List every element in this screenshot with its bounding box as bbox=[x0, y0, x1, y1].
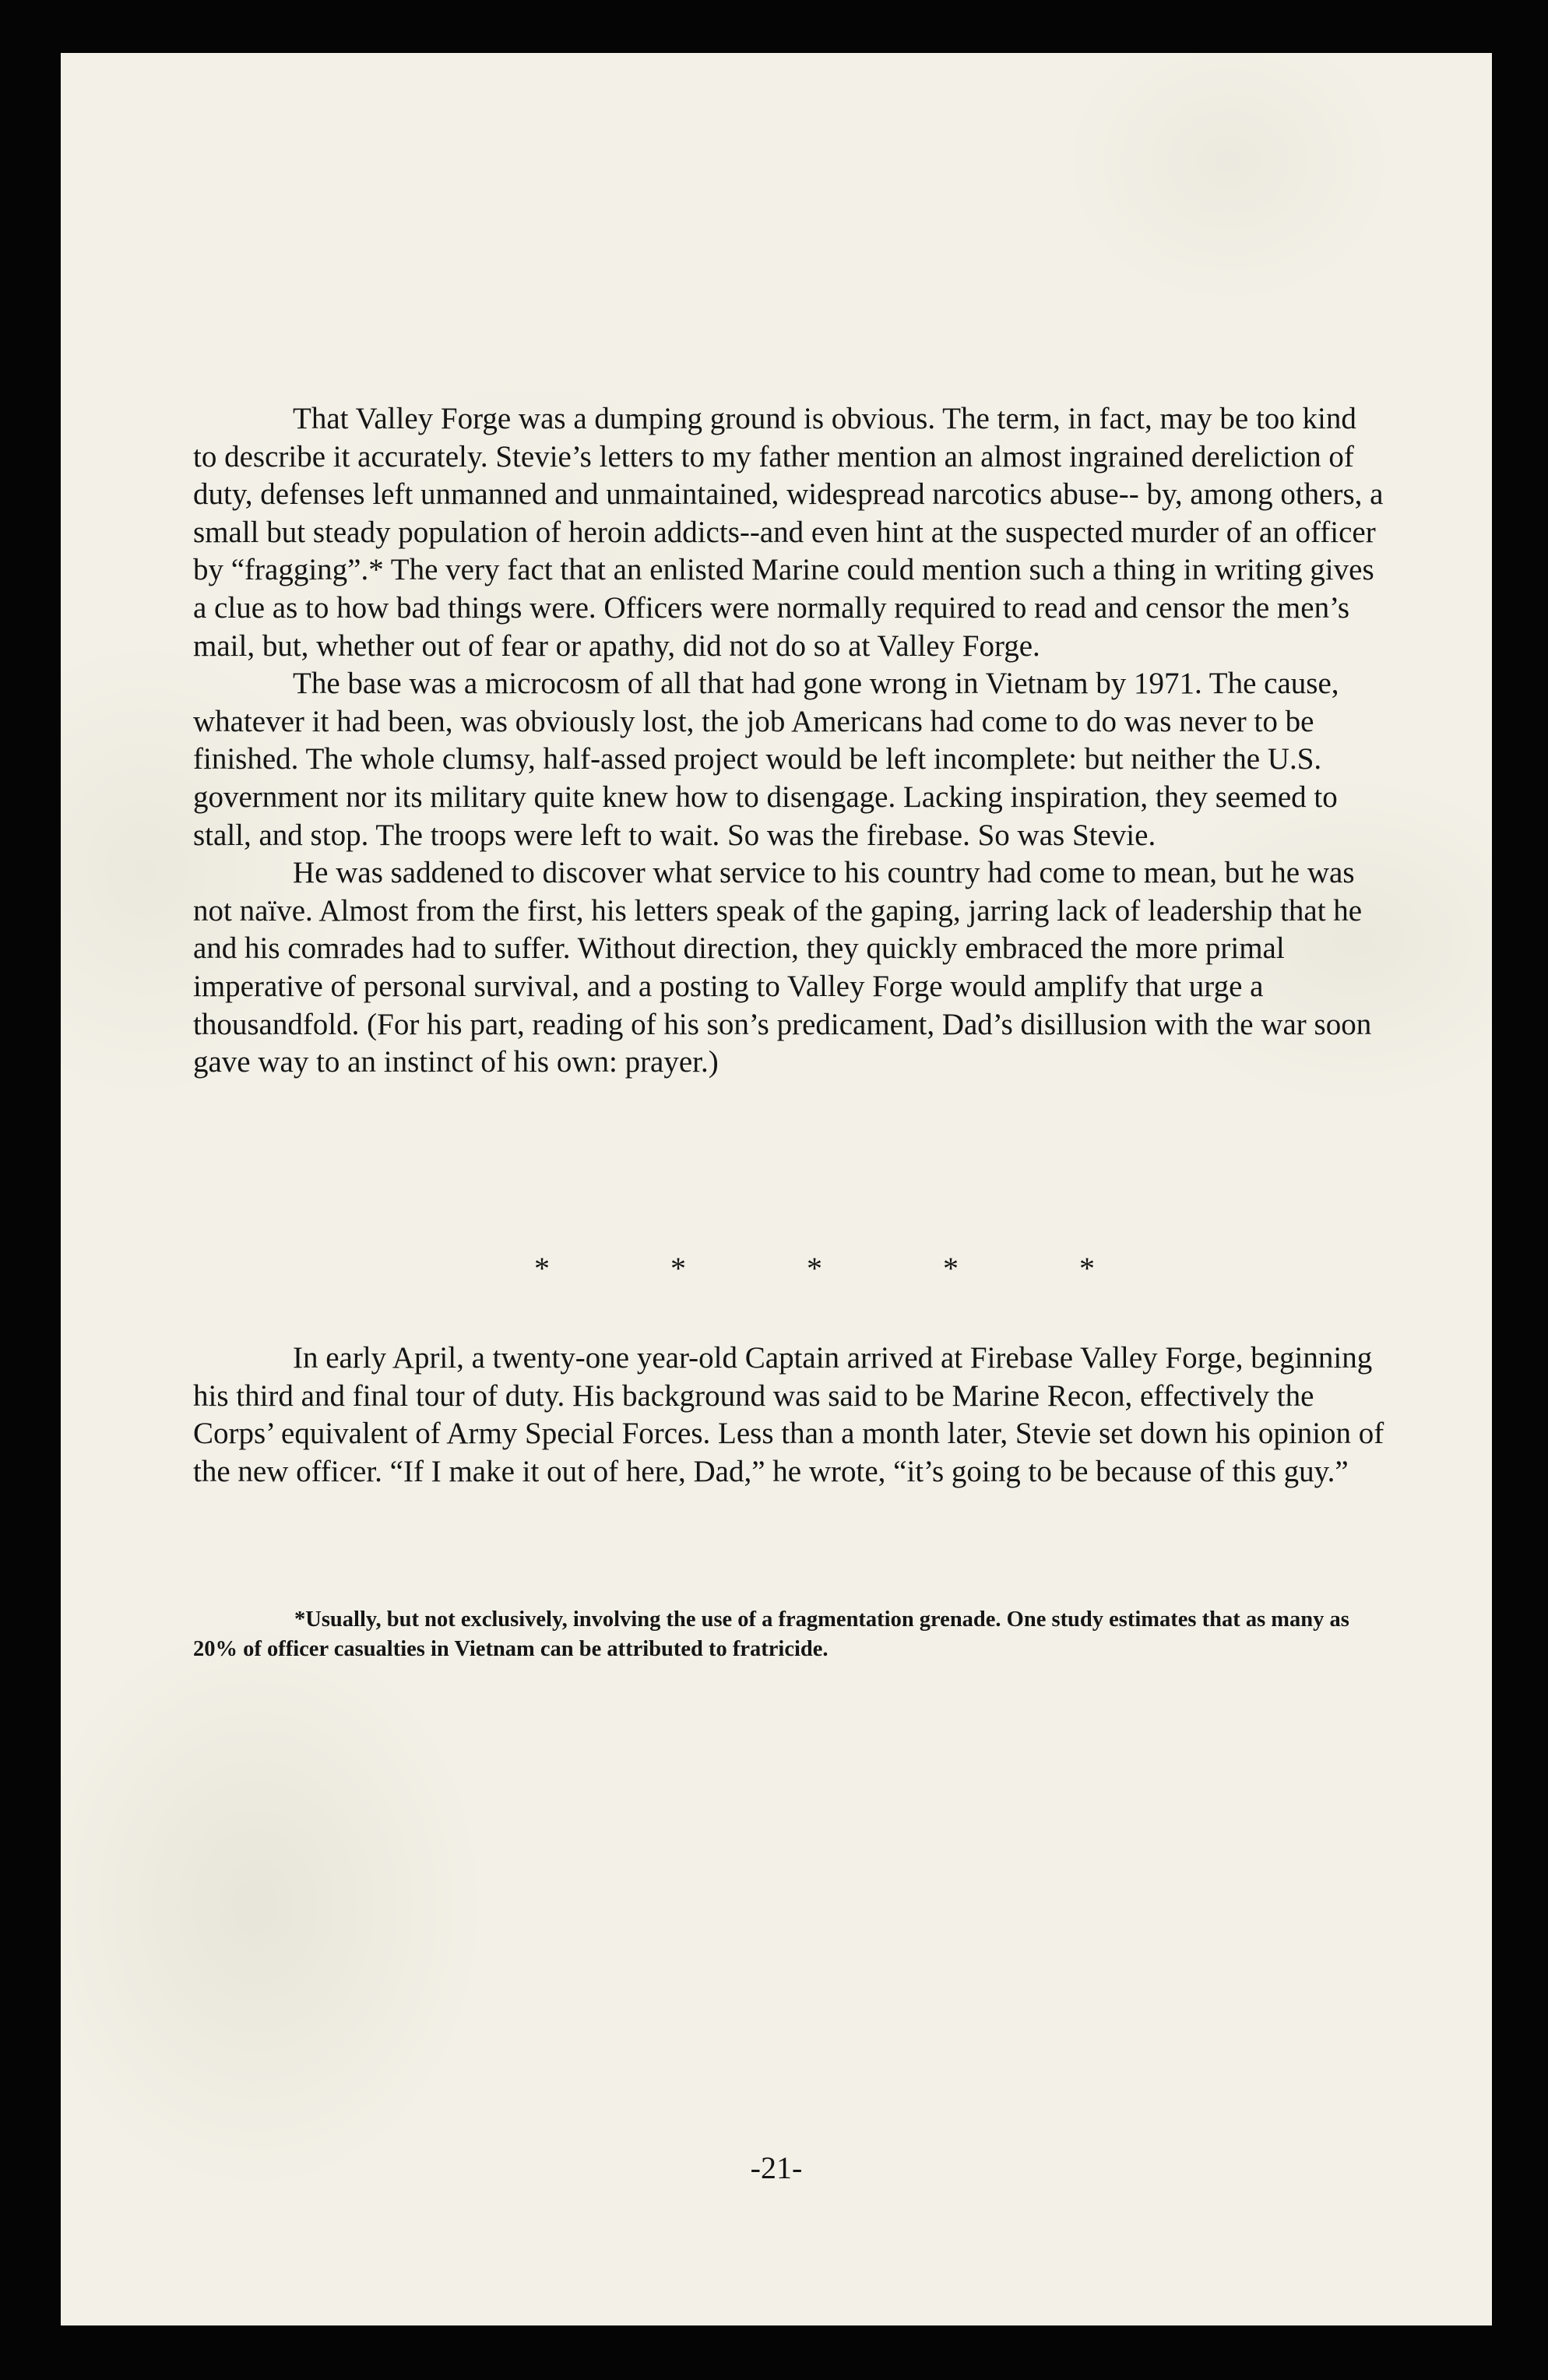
paragraph-3: He was saddened to discover what service to his country had come to mean, but he was not naïve. Almost from the first, his letters speak of the gaping, jarring lack of leadership that he and his comrades had to suffer. Without direction, they quickly embraced the more primal imperative of personal survival, and a posting to Valley Forge would amplify that urge a thousandfold. (For his part, reading of his son’s predicament, Dad’s disillusion with the war soon gave way to an instinct of his own: prayer.) bbox=[193, 856, 1372, 1079]
paragraph-4: In early April, a twenty-one year-old Captain arrived at Firebase Valley Forge, beginning his third and final tour of duty. His background was said to be Marine Recon, effectively the Corps’ equivalent of Army Special Forces. Less than a month later, Stevie set down his opinion of the new officer. “If I make it out of here, Dad,” he wrote, “it’s going to be because of this guy.” bbox=[193, 1341, 1384, 1488]
main-text bbox=[193, 400, 1384, 1082]
second-section bbox=[193, 1340, 1384, 1491]
paragraph-1: That Valley Forge was a dumping ground is obvious. The term, in fact, may be too kind to describe it accurately. Stevie’s letters to my father mention an almost ingrained dereliction of duty, defenses left unmanned and unmaintained, widespread narcotics abuse-- by, among others, a small but steady population of heroin addicts--and even hint at the suspected murder of an officer by “fragging”.* The very fact that an enlisted Marine could mention such a thing in writing gives a clue as to how bad things were. Officers were normally required to read and censor the men’s mail, but, whether out of fear or apathy, did not do so at Valley Forge. bbox=[193, 402, 1384, 663]
page-number: -21- bbox=[750, 2150, 803, 2185]
section-separator bbox=[534, 1250, 1095, 1287]
book-page bbox=[61, 53, 1492, 2325]
footnote bbox=[193, 1605, 1384, 1664]
separator-asterisk: * bbox=[943, 1251, 959, 1286]
footnote-text: *Usually, but not exclusively, involving the use of a fragmentation grenade. One study estimates that as many as 20% of officer casualties in Vietnam can be attributed to fratricide. bbox=[193, 1607, 1349, 1661]
separator-asterisk: * bbox=[670, 1251, 686, 1286]
separator-asterisk: * bbox=[1079, 1251, 1095, 1286]
separator-asterisk: * bbox=[534, 1251, 550, 1286]
separator-asterisk: * bbox=[807, 1251, 822, 1286]
paragraph-2: The base was a microcosm of all that had gone wrong in Vietnam by 1971. The cause, whatever it had been, was obviously lost, the job Americans had come to do was never to be finished. The whole clumsy, half-assed project would be left incomplete: but neither the U.S. government nor its military quite knew how to disengage. Lacking inspiration, they seemed to stall, and stop. The troops were left to wait. So was the firebase. So was Stevie. bbox=[193, 667, 1339, 852]
